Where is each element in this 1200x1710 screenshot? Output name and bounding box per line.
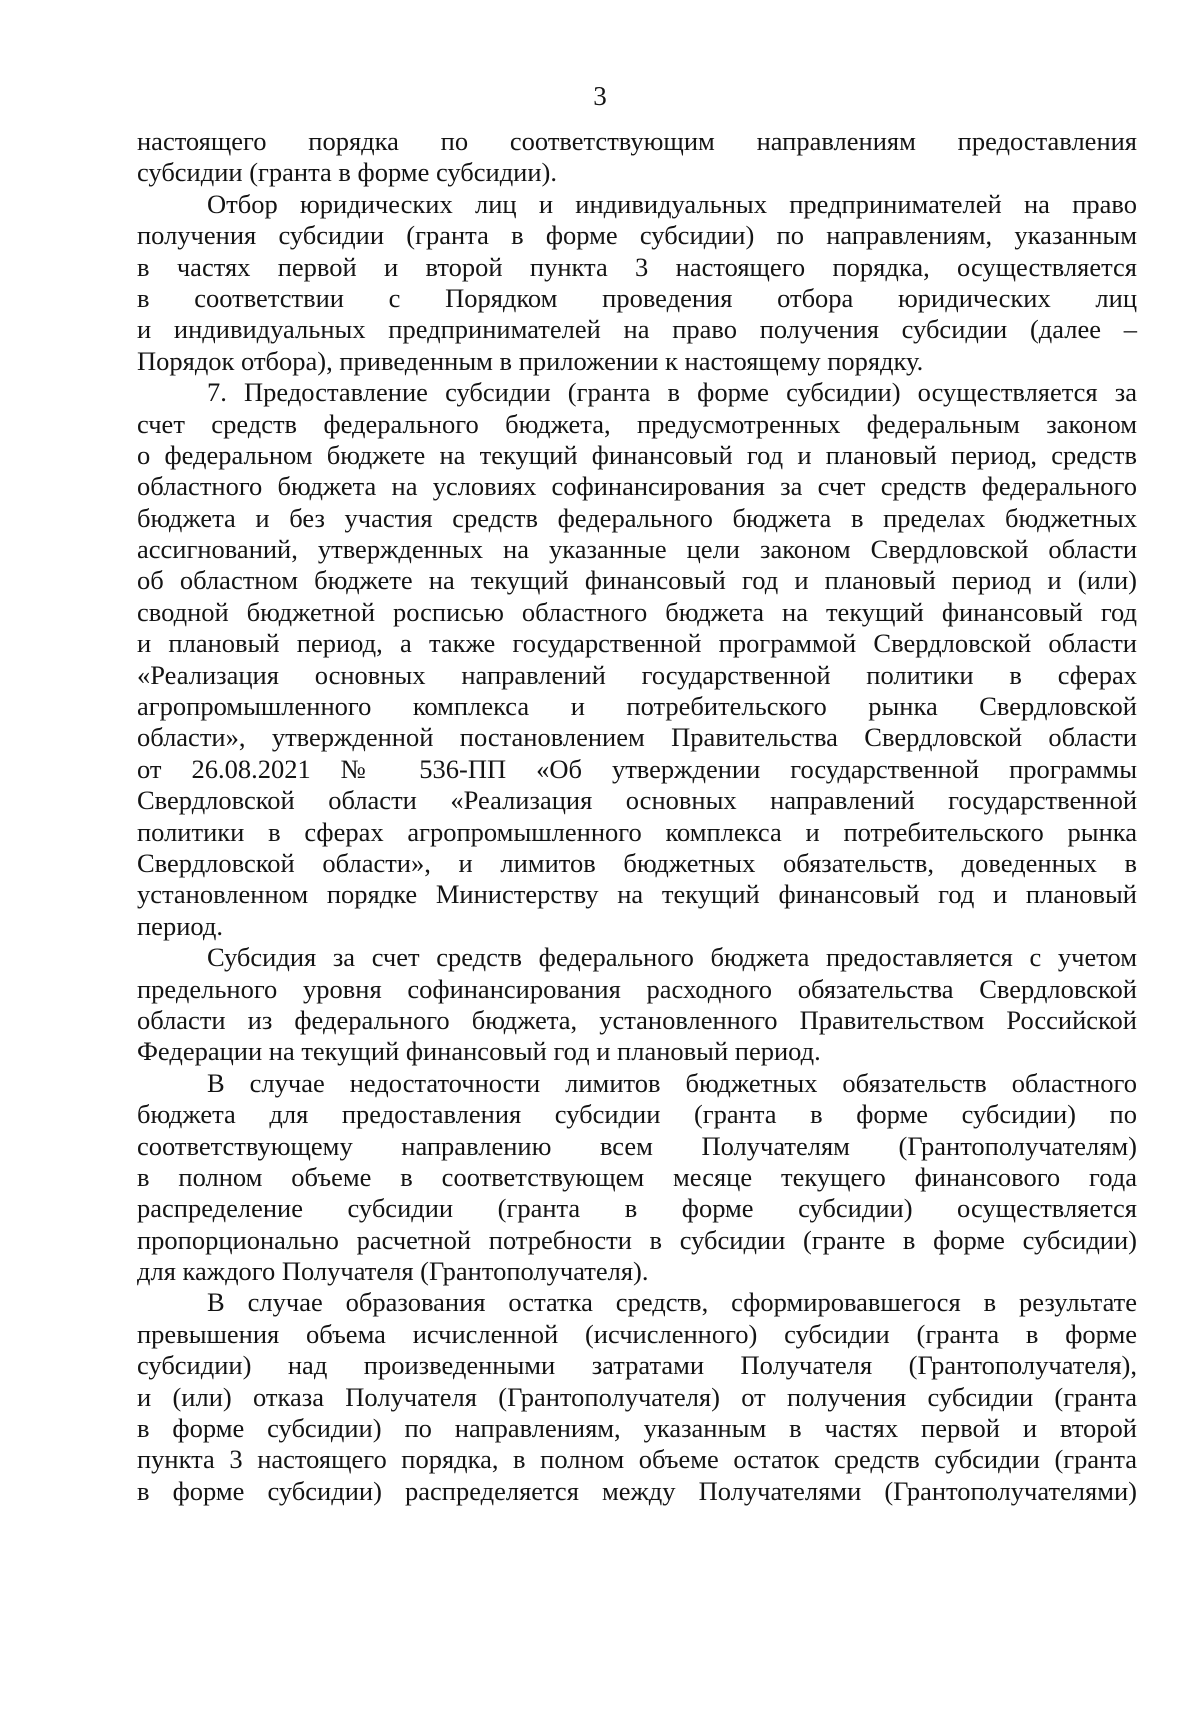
document-body [137,126,1137,1507]
text-line: пропорционально расчетной потребности в субсидии (гранте в форме субсидии) [137,1224,1137,1255]
paragraph [137,189,1137,377]
text-line: пункта 3 настоящего порядка, в полном объеме остаток средств субсидии (гранта [137,1444,1137,1475]
text-line: области из федерального бюджета, установленного Правительством Российской [137,1004,1137,1035]
text-line: 7. Предоставление субсидии (гранта в форме субсидии) осуществляется за [207,377,1137,408]
text-line: бюджета и без участия средств федерального бюджета в пределах бюджетных [137,502,1137,533]
text-line: агропромышленного комплекса и потребительского рынка Свердловской [137,691,1137,722]
text-line: для каждого Получателя (Грантополучателя). [137,1256,649,1287]
text-line: период. [137,910,223,941]
text-line: в частях первой и второй пункта 3 настоящего порядка, осуществляется [137,251,1137,282]
paragraph [137,377,1137,942]
text-line: предельного уровня софинансирования расходного обязательства Свердловской [137,973,1137,1004]
text-line: установленном порядке Министерству на текущий финансовый год и плановый [137,879,1137,910]
text-line: об областном бюджете на текущий финансовый год и плановый период и (или) [137,565,1137,596]
text-line: счет средств федерального бюджета, предусмотренных федеральным законом [137,408,1137,439]
text-line: областного бюджета на условиях софинансирования за счет средств федерального [137,471,1137,502]
text-line: и плановый период, а также государственной программой Свердловской области [137,628,1137,659]
text-line: Свердловской области «Реализация основных направлений государственной [137,785,1137,816]
text-line: В случае недостаточности лимитов бюджетных обязательств областного [207,1067,1137,1098]
text-line: В случае образования остатка средств, сформировавшегося в результате [207,1287,1137,1318]
text-line: настоящего порядка по соответствующим направлениям предоставления [137,126,1137,156]
text-line: соответствующему направлению всем Получателям (Грантополучателям) [137,1130,1137,1161]
text-line: бюджета для предоставления субсидии (гранта в форме субсидии) по [137,1099,1137,1130]
text-line: ассигнований, утвержденных на указанные цели законом Свердловской области [137,534,1137,565]
text-line: получения субсидии (гранта в форме субсидии) по направлениям, указанным [137,220,1137,251]
paragraph [137,942,1137,1068]
text-line: о федеральном бюджете на текущий финансовый год и плановый период, средств [137,439,1137,470]
text-line: субсидии (гранта в форме субсидии). [137,157,557,188]
text-line: в форме субсидии) распределяется между Получателями (Грантополучателями) [137,1475,1137,1506]
text-line: в соответствии с Порядком проведения отбора юридических лиц [137,282,1137,313]
text-line: и (или) отказа Получателя (Грантополучателя) от получения субсидии (гранта [137,1381,1137,1412]
text-line: Свердловской области», и лимитов бюджетных обязательств, доведенных в [137,847,1137,878]
text-line: сводной бюджетной росписью областного бюджета на текущий финансовый год [137,596,1137,627]
text-line: превышения объема исчисленной (исчисленного) субсидии (гранта в форме [137,1318,1137,1349]
text-line: политики в сферах агропромышленного комплекса и потребительского рынка [137,816,1137,847]
text-line: «Реализация основных направлений государственной политики в сферах [137,659,1137,690]
text-line: Отбор юридических лиц и индивидуальных предпринимателей на право [207,188,1137,219]
text-line: и индивидуальных предпринимателей на право получения субсидии (далее – [137,314,1137,345]
text-line: субсидии) над произведенными затратами Получателя (Грантополучателя), [137,1350,1137,1381]
text-line: области», утвержденной постановлением Правительства Свердловской области [137,722,1137,753]
text-line: Федерации на текущий финансовый год и плановый период. [137,1036,821,1067]
text-line: Порядок отбора), приведенным в приложении к настоящему порядку. [137,345,924,376]
text-line: в полном объеме в соответствующем месяце текущего финансового года [137,1161,1137,1192]
text-line: в форме субсидии) по направлениям, указанным в частях первой и второй [137,1413,1137,1444]
paragraph [137,1068,1137,1288]
page-number: 3 [593,81,607,111]
paragraph [137,1287,1137,1507]
paragraph [137,126,1137,189]
text-line: Субсидия за счет средств федерального бюджета предоставляется с учетом [207,942,1137,973]
text-line: от 26.08.2021 № 536-ПП «Об утверждении государственной программы [137,753,1137,784]
text-line: распределение субсидии (гранта в форме субсидии) осуществляется [137,1193,1137,1224]
